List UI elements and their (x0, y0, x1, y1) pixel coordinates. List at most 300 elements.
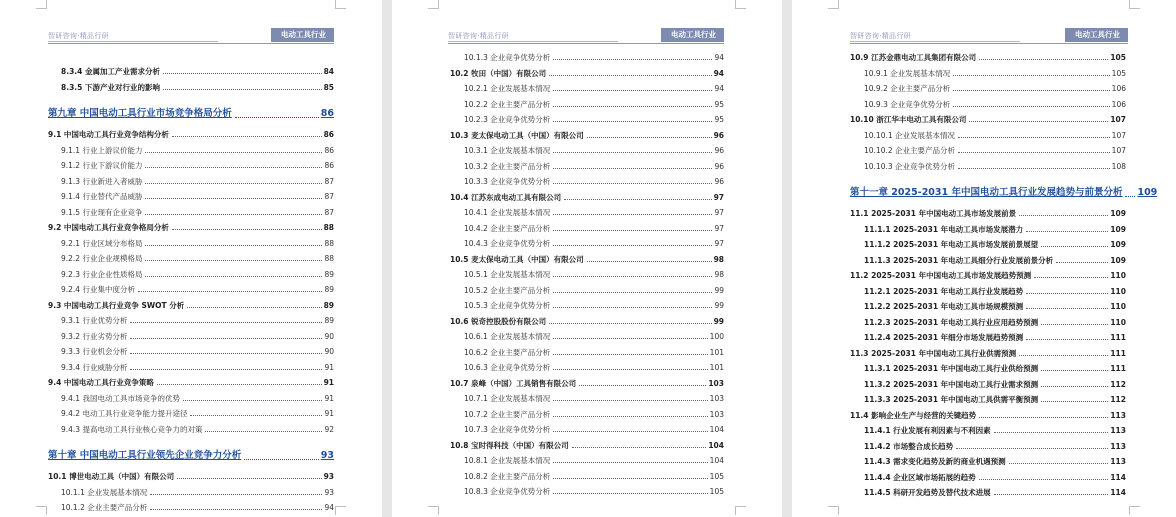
toc-entry[interactable] (450, 316, 724, 327)
toc-entry-title: 10.7.1 企业发展基本情况 (464, 394, 551, 403)
toc-entry[interactable] (850, 208, 1126, 219)
toc-entry[interactable] (450, 254, 724, 265)
toc-entry[interactable] (850, 270, 1126, 281)
toc-page-number: 113 (1110, 457, 1126, 466)
toc-leader-dots (979, 59, 1108, 60)
toc-entry[interactable] (864, 301, 1126, 312)
toc-chapter-entry[interactable] (48, 449, 334, 463)
toc-leader-dots (145, 245, 322, 246)
toc-entry[interactable] (464, 223, 724, 234)
toc-leader-dots (553, 307, 712, 308)
toc-entry[interactable] (450, 68, 724, 79)
toc-leader-dots (553, 121, 712, 122)
toc-entry-title: 11.4.2 市场整合成长趋势 (864, 441, 954, 451)
toc-entry[interactable] (48, 222, 334, 233)
toc-page-number: 110 (1110, 271, 1126, 280)
toc-entry-title: 9.2.1 行业区域分布格局 (61, 238, 143, 248)
toc-entry[interactable] (850, 410, 1126, 421)
toc-leader-dots (130, 369, 322, 370)
toc-entry-title: 第十一章 2025-2031 年中国电动工具行业发展趋势与前景分析 (850, 187, 1123, 198)
toc-entry-title: 9.4.1 我国电动工具市场竞争的优势 (61, 393, 180, 403)
toc-entry-title: 9.2.2 行业企业规模格局 (61, 254, 143, 263)
toc-leader-dots (1026, 231, 1108, 232)
toc-page-number: 104 (708, 440, 724, 450)
toc-page-number: 109 (1110, 209, 1126, 218)
toc-entry-title: 9.1 中国电动工具行业竞争结构分析 (48, 130, 169, 139)
toc-entry[interactable] (864, 379, 1126, 390)
toc-leader-dots (145, 260, 322, 261)
toc-leader-dots (1026, 339, 1108, 340)
toc-entry-title: 10.3.1 企业发展基本情况 (464, 146, 551, 155)
toc-page-number: 107 (1110, 115, 1126, 124)
toc-page-number: 111 (1110, 333, 1126, 342)
toc-leader-dots (553, 416, 707, 417)
toc-entry-title: 9.1.3 行业新进入者威胁 (61, 176, 143, 186)
toc-page-number: 111 (1110, 364, 1126, 373)
toc-entry[interactable] (464, 455, 724, 466)
toc-entry-title: 10.6.2 企业主要产品分析 (464, 347, 551, 357)
toc-entry[interactable] (61, 346, 334, 357)
toc-page-number: 89 (323, 300, 334, 310)
toc-page-number: 91 (324, 393, 334, 403)
toc-entry-title: 11.4.3 需求变化趋势及新的商业机遇预测 (864, 457, 1006, 466)
toc-entry-title: 10.10.2 企业主要产品分析 (864, 146, 956, 155)
toc-page-number: 98 (713, 254, 724, 264)
toc-entry-title: 10.5.1 企业发展基本情况 (464, 270, 551, 279)
toc-page-number: 97 (714, 223, 724, 233)
toc-leader-dots (1019, 215, 1108, 216)
toc-entry-title: 10.2.2 企业主要产品分析 (464, 99, 551, 109)
toc-entry-title: 11.2.2 2025-2031 年电动工具市场规模预测 (864, 302, 1024, 311)
toc-leader-dots (953, 75, 1109, 76)
toc-entry[interactable] (61, 362, 334, 373)
toc-leader-dots (163, 73, 322, 74)
toc-entry-title: 9.1.5 行业现有企业竞争 (61, 207, 143, 217)
toc-entry-title: 9.4.2 电动工具行业竞争能力提升途径 (61, 409, 188, 418)
page-header (850, 28, 1128, 44)
toc-entry[interactable] (61, 191, 334, 202)
toc-entry[interactable] (464, 347, 724, 358)
toc-entry[interactable] (864, 394, 1126, 405)
toc-entry-title: 10.7.3 企业竞争优势分析 (464, 425, 551, 434)
toc-entry-title: 11.2.1 2025-2031 年电动工具行业发展趋势 (864, 286, 1024, 296)
toc-leader-dots (244, 459, 318, 460)
toc-page-number: 111 (1110, 348, 1126, 358)
toc-page-number: 93 (320, 450, 334, 461)
toc-entry-title: 10.4.3 企业竞争优势分析 (464, 239, 551, 248)
toc-page-number: 88 (324, 254, 334, 263)
toc-entry[interactable] (464, 362, 724, 373)
toc-page-number: 86 (324, 161, 334, 170)
toc-entry[interactable] (864, 145, 1126, 156)
header-tag: 电动工具行业 (1065, 28, 1128, 42)
header-brand: 智研咨询·精品行研 (850, 32, 911, 40)
toc-page-number: 101 (709, 363, 724, 372)
toc-entry[interactable] (450, 130, 724, 141)
toc-entry-title: 10.5.2 企业主要产品分析 (464, 285, 551, 295)
toc-leader-dots (1041, 246, 1108, 247)
toc-leader-dots (150, 509, 322, 510)
toc-entry[interactable] (464, 114, 724, 125)
toc-entry[interactable] (450, 440, 724, 451)
toc-page-number: 113 (1110, 410, 1126, 420)
toc-entry-title: 10.4.1 企业发展基本情况 (464, 208, 551, 217)
toc-entry-title: 10.1 博世电动工具（中国）有限公司 (48, 472, 175, 481)
toc-entry[interactable] (61, 502, 334, 513)
header-tag: 电动工具行业 (661, 28, 724, 42)
toc-entry-title: 10.4 江苏东成电动工具有限公司 (450, 192, 562, 202)
toc-leader-dots (553, 183, 712, 184)
toc-leader-dots (553, 478, 707, 479)
toc-entry-title: 10.3.2 企业主要产品分析 (464, 161, 551, 171)
toc-entry-title: 11.2 2025-2031 年中国电动工具市场发展趋势预测 (850, 271, 1032, 280)
toc-page-number: 106 (1111, 84, 1126, 93)
toc-page-number: 112 (1110, 395, 1126, 404)
toc-entry-title: 10.6.3 企业竞争优势分析 (464, 363, 551, 372)
toc-page-number: 96 (714, 146, 724, 155)
toc-leader-dots (1041, 370, 1108, 371)
toc-entry[interactable] (864, 456, 1126, 467)
toc-entry-title: 9.4 中国电动工具行业竞争策略 (48, 378, 154, 387)
toc-leader-dots (958, 168, 1110, 169)
toc-page-number: 105 (709, 487, 724, 496)
toc-entry[interactable] (864, 130, 1126, 141)
toc-page-1 (0, 0, 382, 517)
toc-leader-dots (549, 323, 711, 324)
toc-page-number: 92 (324, 424, 334, 434)
toc-entry-title: 10.6.1 企业发展基本情况 (464, 332, 551, 341)
toc-page-number: 87 (324, 192, 334, 201)
toc-page-number: 114 (1110, 472, 1126, 482)
toc-entry-title: 10.10.1 企业发展基本情况 (864, 130, 956, 140)
toc-entry[interactable] (48, 129, 334, 140)
toc-page-number: 113 (1110, 441, 1126, 451)
toc-leader-dots (549, 75, 711, 76)
toc-page-number: 108 (1111, 161, 1126, 171)
toc-leader-dots (1034, 277, 1108, 278)
toc-page-number: 99 (714, 285, 724, 295)
toc-leader-dots (564, 199, 711, 200)
toc-page-number: 112 (1110, 379, 1126, 389)
toc-page-number: 85 (323, 82, 334, 92)
toc-entry-title: 8.3.4 金属加工产业需求分析 (61, 67, 160, 76)
toc-chapter-entry[interactable] (48, 107, 334, 121)
toc-leader-dots (150, 494, 322, 495)
toc-leader-dots (1026, 308, 1108, 309)
toc-entry-title: 9.3.2 行业劣势分析 (61, 331, 128, 341)
toc-leader-dots (1125, 196, 1135, 197)
toc-leader-dots (553, 354, 707, 355)
toc-entry[interactable] (48, 471, 334, 482)
toc-entry-title: 10.9.2 企业主要产品分析 (864, 84, 951, 93)
toc-page-number: 109 (1137, 187, 1158, 198)
toc-entry[interactable] (464, 409, 724, 420)
toc-page-number: 104 (709, 456, 724, 465)
toc-entry-title: 10.1.2 企业主要产品分析 (61, 503, 148, 512)
toc-entry[interactable] (464, 393, 724, 404)
toc-entry[interactable] (61, 424, 334, 435)
toc-leader-dots (553, 338, 707, 339)
toc-leader-dots (177, 478, 321, 479)
toc-page-3 (792, 0, 1176, 517)
toc-leader-dots (956, 448, 1108, 449)
toc-entry-title: 9.3.4 行业威胁分析 (61, 362, 128, 372)
toc-entry-title: 10.9 江苏金鼎电动工具集团有限公司 (850, 53, 977, 62)
toc-leader-dots (553, 106, 712, 107)
toc-leader-dots (157, 384, 322, 385)
toc-entry[interactable] (464, 52, 724, 63)
toc-page-number: 106 (1111, 99, 1126, 109)
toc-leader-dots (969, 121, 1108, 122)
toc-chapter-entry[interactable] (850, 186, 1158, 200)
toc-page-number: 109 (1110, 255, 1126, 265)
toc-entry[interactable] (450, 378, 724, 389)
toc-entry-title: 11.4.1 行业发展有利因素与不利因素 (864, 426, 991, 435)
toc-leader-dots (572, 447, 707, 448)
toc-page-number: 90 (324, 347, 334, 356)
toc-page-number: 109 (1110, 224, 1126, 234)
toc-leader-dots (172, 229, 322, 230)
toc-entry[interactable] (864, 286, 1126, 297)
toc-entry[interactable] (864, 472, 1126, 483)
toc-leader-dots (1041, 386, 1108, 387)
toc-page-number: 94 (714, 53, 724, 62)
toc-entry-title: 10.1.1 企业发展基本情况 (61, 487, 148, 497)
toc-entry[interactable] (464, 145, 724, 156)
toc-entry[interactable] (864, 317, 1126, 328)
toc-entry-title: 10.6 锐奇控股股份有限公司 (450, 316, 547, 326)
toc-entry[interactable] (850, 114, 1126, 125)
toc-leader-dots (553, 230, 712, 231)
toc-entry-title: 11.3.2 2025-2031 年中国电动工具行业需求预测 (864, 379, 1039, 389)
toc-entry[interactable] (61, 82, 334, 93)
toc-entry-title: 11.1.1 2025-2031 年电动工具市场发展潜力 (864, 224, 1024, 234)
toc-entry-title: 9.3 中国电动工具行业竞争 SWOT 分析 (48, 300, 185, 310)
toc-entry[interactable] (61, 145, 334, 156)
toc-entry-title: 10.8.2 企业主要产品分析 (464, 471, 551, 481)
toc-page-number: 93 (323, 472, 334, 481)
toc-page-number: 93 (324, 487, 334, 497)
toc-page-number: 107 (1111, 146, 1126, 155)
toc-entry[interactable] (864, 441, 1126, 452)
toc-leader-dots (994, 494, 1109, 495)
toc-entry-title: 10.2 牧田（中国）有限公司 (450, 68, 547, 78)
toc-entry[interactable] (864, 224, 1126, 235)
toc-entry-title: 10.9.3 企业竞争优势分析 (864, 99, 951, 109)
toc-leader-dots (553, 462, 707, 463)
toc-entry[interactable] (61, 393, 334, 404)
toc-entry-title: 11.1.2 2025-2031 年电动工具市场发展前景展望 (864, 240, 1039, 249)
toc-entry-title: 9.3.3 行业机会分析 (61, 347, 128, 356)
toc-entry-title: 10.5 麦太保电动工具（中国）有限公司 (450, 254, 584, 264)
toc-entry-title: 9.1.2 行业下游议价能力 (61, 161, 143, 170)
toc-entry[interactable] (450, 192, 724, 203)
toc-leader-dots (553, 245, 712, 246)
toc-leader-dots (553, 369, 707, 370)
toc-leader-dots (145, 276, 322, 277)
toc-entry-title: 11.3 2025-2031 年中国电动工具行业供需预测 (850, 348, 1017, 358)
toc-leader-dots (190, 415, 322, 416)
toc-page-number: 110 (1110, 317, 1126, 327)
toc-entry-title: 11.2.3 2025-2031 年电动工具行业应用趋势预测 (864, 317, 1039, 327)
toc-page-number: 109 (1110, 240, 1126, 249)
toc-leader-dots (130, 338, 322, 339)
toc-entry[interactable] (61, 315, 334, 326)
toc-page-number: 86 (323, 130, 334, 139)
toc-entry[interactable] (864, 332, 1126, 343)
page-header (48, 28, 334, 44)
toc-entry-title: 10.8.3 企业竞争优势分析 (464, 487, 551, 496)
toc-leader-dots (1026, 293, 1108, 294)
toc-entry[interactable] (864, 239, 1126, 250)
toc-page-number: 98 (714, 270, 724, 279)
toc-page-number: 89 (324, 285, 334, 294)
toc-entry[interactable] (48, 377, 334, 388)
toc-entry[interactable] (864, 487, 1126, 498)
toc-leader-dots (1009, 463, 1109, 464)
toc-entry[interactable] (61, 253, 334, 264)
toc-leader-dots (553, 276, 712, 277)
toc-leader-dots (553, 168, 712, 169)
page-header (448, 28, 724, 44)
toc-entry[interactable] (464, 99, 724, 110)
toc-entry[interactable] (61, 176, 334, 187)
toc-leader-dots (958, 152, 1110, 153)
toc-leader-dots (553, 214, 712, 215)
toc-leader-dots (979, 417, 1108, 418)
toc-entry[interactable] (864, 99, 1126, 110)
toc-entry-title: 11.1.3 2025-2031 年电动工具细分行业发展前景分析 (864, 255, 1054, 265)
toc-entry[interactable] (464, 161, 724, 172)
toc-entry-title: 10.8 宝时得科技（中国）有限公司 (450, 440, 569, 450)
toc-entry[interactable] (61, 238, 334, 249)
toc-entry[interactable] (864, 255, 1126, 266)
toc-leader-dots (145, 198, 322, 199)
toc-entry-title: 11.1 2025-2031 年中国电动工具市场发展前景 (850, 209, 1017, 218)
toc-page-number: 95 (714, 115, 724, 124)
toc-entry[interactable] (61, 66, 334, 77)
toc-entry[interactable] (464, 331, 724, 342)
toc-leader-dots (1041, 401, 1108, 402)
toc-leader-dots (187, 307, 321, 308)
toc-page-number: 94 (324, 503, 334, 512)
toc-entry-title: 10.7 泉峰（中国）工具销售有限公司 (450, 378, 577, 388)
toc-entry[interactable] (864, 425, 1126, 436)
toc-entry[interactable] (850, 52, 1126, 63)
toc-entry[interactable] (61, 331, 334, 342)
toc-page-number: 91 (323, 378, 334, 387)
toc-leader-dots (553, 152, 712, 153)
toc-entry[interactable] (850, 348, 1126, 359)
toc-leader-dots (553, 431, 707, 432)
toc-entry[interactable] (61, 487, 334, 498)
toc-entry[interactable] (61, 269, 334, 280)
toc-entry[interactable] (464, 300, 724, 311)
toc-entry[interactable] (864, 68, 1126, 79)
toc-leader-dots (1056, 262, 1108, 263)
toc-entry-title: 10.10 浙江华丰电动工具有限公司 (850, 115, 967, 124)
header-tag: 电动工具行业 (271, 28, 334, 42)
toc-entry-title: 11.3.1 2025-2031 年中国电动工具行业供给预测 (864, 364, 1039, 373)
toc-entry[interactable] (61, 207, 334, 218)
toc-leader-dots (183, 400, 322, 401)
toc-page-number: 91 (324, 362, 334, 372)
toc-leader-dots (994, 432, 1109, 433)
toc-leader-dots (953, 106, 1109, 107)
toc-page-number: 105 (1111, 68, 1126, 78)
toc-entry-title: 9.3.1 行业优势分析 (61, 316, 128, 325)
toc-leader-dots (163, 89, 322, 90)
toc-leader-dots (553, 90, 712, 91)
toc-entry[interactable] (464, 269, 724, 280)
toc-entry[interactable] (61, 408, 334, 419)
toc-entry[interactable] (464, 471, 724, 482)
toc-entry[interactable] (48, 300, 334, 311)
header-brand: 智研咨询·精品行研 (48, 32, 109, 40)
toc-entry[interactable] (464, 424, 724, 435)
toc-page-number: 87 (324, 207, 334, 217)
toc-entry-title: 9.2 中国电动工具行业竞争格局分析 (48, 223, 169, 232)
toc-page-number: 103 (709, 409, 724, 419)
toc-leader-dots (1041, 324, 1108, 325)
toc-page-number: 107 (1111, 130, 1126, 140)
toc-entry[interactable] (864, 83, 1126, 94)
toc-page-number: 99 (714, 301, 724, 310)
toc-page-number: 110 (1110, 286, 1126, 296)
toc-page-number: 86 (324, 145, 334, 155)
toc-page-number: 114 (1110, 488, 1126, 497)
toc-leader-dots (979, 479, 1109, 480)
toc-entry-title: 10.7.2 企业主要产品分析 (464, 409, 551, 419)
toc-entry-title: 11.3.3 2025-2031 年中国电动工具供需平衡预测 (864, 395, 1039, 404)
toc-page-number: 99 (713, 316, 724, 326)
toc-leader-dots (1019, 355, 1108, 356)
toc-entry-title: 11.4 影响企业生产与经营的关键趋势 (850, 410, 977, 420)
toc-entry[interactable] (61, 284, 334, 295)
toc-entry-title: 9.4.3 提高电动工具行业核心竞争力的对策 (61, 424, 203, 434)
toc-entry-title: 9.2.3 行业企业性质格局 (61, 269, 143, 279)
toc-entry[interactable] (464, 486, 724, 497)
toc-entry-title: 10.3.3 企业竞争优势分析 (464, 177, 551, 186)
toc-page-number: 95 (714, 99, 724, 109)
toc-entry-title: 10.2.1 企业发展基本情况 (464, 84, 551, 93)
toc-page-number: 88 (323, 223, 334, 232)
toc-page-number: 103 (708, 378, 724, 388)
toc-leader-dots (172, 136, 322, 137)
toc-entry[interactable] (864, 161, 1126, 172)
toc-page-number: 87 (324, 176, 334, 186)
toc-leader-dots (130, 353, 322, 354)
toc-entry[interactable] (464, 285, 724, 296)
toc-entry-title: 11.2.4 2025-2031 年细分市场发展趋势预测 (864, 333, 1024, 342)
toc-entry[interactable] (464, 238, 724, 249)
toc-entry[interactable] (464, 176, 724, 187)
toc-page-number: 104 (709, 425, 724, 434)
toc-page-number: 94 (714, 84, 724, 93)
toc-entry[interactable] (864, 363, 1126, 374)
toc-leader-dots (145, 183, 322, 184)
toc-entry-title: 8.3.5 下游产业对行业的影响 (61, 82, 160, 92)
toc-page-number: 91 (324, 409, 334, 418)
toc-entry[interactable] (61, 160, 334, 171)
toc-page-number: 84 (323, 67, 334, 76)
toc-leader-dots (205, 431, 322, 432)
toc-page-number: 88 (324, 238, 334, 248)
toc-entry[interactable] (464, 83, 724, 94)
toc-page-number: 94 (713, 68, 724, 78)
toc-page-number: 96 (714, 161, 724, 171)
toc-entry[interactable] (464, 207, 724, 218)
